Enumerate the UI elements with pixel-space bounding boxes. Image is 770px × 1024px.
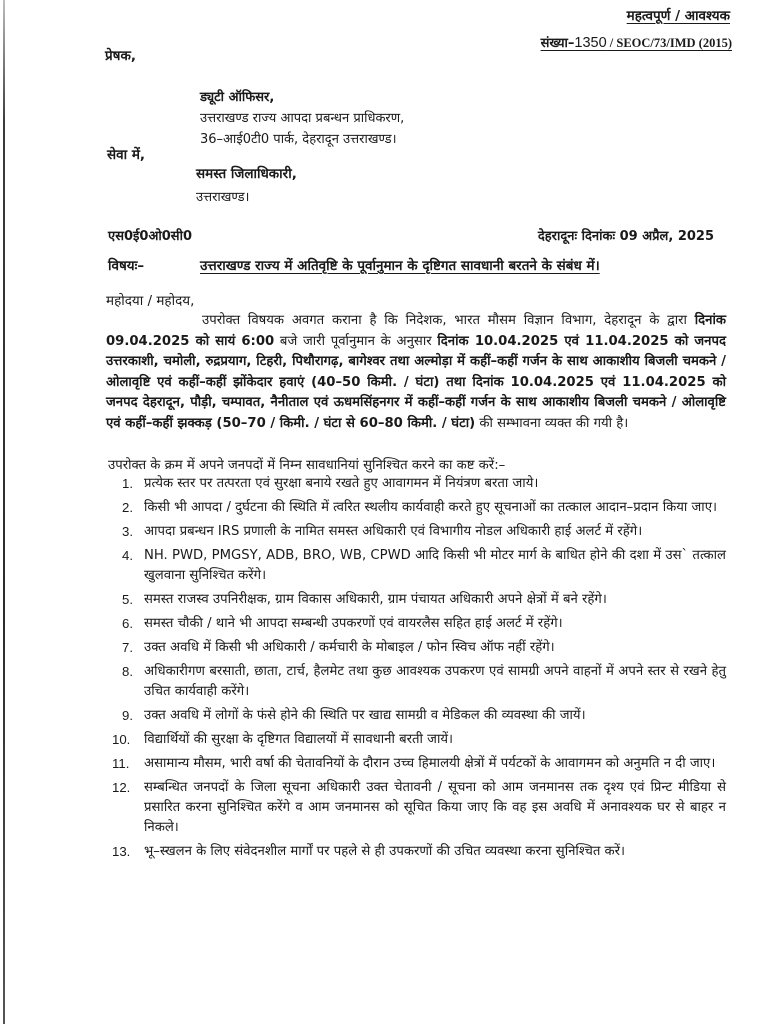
reference-prefix: संख्या–: [540, 36, 575, 51]
body-text-1: उपरोक्त विषयक अवगत कराना है कि निदेशक, भारत मौसम विज्ञान विभाग, देहरादून के द्वारा: [202, 313, 695, 328]
list-item-text: असामान्य मौसम, भारी वर्षा की चेतावनियों के दौरान उच्च हिमालयी क्षेत्रों में पर्यटकों के आवागमन को अनुमति न दी जाए।: [144, 756, 716, 771]
list-item-number: 3.: [122, 524, 133, 539]
subject-label: विषयः–: [108, 258, 145, 274]
body-bold-1: दिनांक 09.04.2025 को सायं 6:00: [106, 313, 726, 349]
sender-label: प्रेषक,: [105, 48, 136, 64]
reference-number: [541, 33, 732, 51]
list-item: [112, 778, 726, 838]
list-item: [122, 706, 726, 726]
list-intro: उपरोक्त के क्रम में अपने जनपदों में निम्न सावधानियां सुनिश्चित करने का कष्ट करें:–: [108, 458, 506, 473]
list-item-number: 12.: [112, 780, 131, 795]
list-item: [122, 498, 726, 518]
sender-address: 36–आई0टी0 पार्क, देहरादून उत्तराखण्ड।: [200, 132, 397, 147]
list-item-number: 11.: [112, 756, 130, 771]
reference-code: / SEOC/73/IMD (2015): [606, 36, 732, 50]
list-item-text: प्रत्येक स्तर पर तत्परता एवं सुरक्षा बनाये रखते हुए आवागमन में नियंत्रण बरता जाये।: [144, 476, 539, 491]
list-item-text: उक्त अवधि में लोगों के फंसे होने की स्थिति पर खाद्य सामग्री व मेडिकल की व्यवस्था की जायें।: [144, 708, 586, 723]
office-code: एस0ई0ओ0सी0: [108, 229, 192, 244]
list-item: [122, 546, 726, 586]
list-item-text: अधिकारीगण बरसाती, छाता, टार्च, हैलमेट तथा कुछ आवश्यक उपकरण एवं सामग्री अपने वाहनों में अपने स्तर से रखने हेतु उचित कार्यवाही करेंगे।: [144, 664, 726, 699]
list-item-number: 5.: [122, 592, 133, 607]
body-text-3: की सम्भावना व्यक्त की गयी है।: [475, 415, 629, 431]
list-item-number: 7.: [122, 640, 133, 655]
list-item: [112, 730, 726, 750]
list-item-number: 4.: [122, 548, 133, 563]
body-bold-2: दिनांक 10.04.2025 एवं 11.04.2025 को जनपद उत्तरकाशी, चमोली, रुद्रप्रयाग, टिहरी, पिथौरागढ़, बागेश्वर तथा अल्मोड़ा में कहीं–कहीं गर्जन के साथ आकाशीय बिजली चमकने / ओलावृष्टि एवं कहीं–कहीं झोंकेदार हवाएं (40–50 किमी. / घंटा) तथा दिनांक 10.04.2025 एवं 11.04.2025 को जनपद देहरादून, पौड़ी, चम्पावत, नैनीताल एवं ऊधमसिंहनगर में कहीं–कहीं गर्जन के साथ आकाशीय बिजली चमकने / ओलावृष्टि एवं कहीं–कहीं झक्कड़ (50–70 / किमी. / घंटा से 60–80 किमी. / घंटा): [106, 333, 726, 431]
list-item: [112, 754, 726, 774]
priority-label: महत्वपूर्ण / आवश्यक: [626, 8, 730, 24]
list-item-number: 6.: [122, 616, 133, 631]
list-item: [122, 590, 726, 610]
list-item-text: समस्त राजस्व उपनिरीक्षक, ग्राम विकास अधिकारी, ग्राम पंचायत अधिकारी अपने क्षेत्रों में बने रहेंगे।: [144, 592, 607, 607]
list-item-number: 8.: [122, 664, 133, 679]
list-item-text: किसी भी आपदा / दुर्घटना की स्थिति में त्वरित स्थलीय कार्यवाही करते हुए सूचनाओं का तत्काल आदान–प्रदान किया जाए।: [144, 500, 717, 515]
list-item: [112, 842, 726, 862]
list-item-text: सम्बन्धित जनपदों के जिला सूचना अधिकारी उक्त चेतावनी / सूचना को आम जनमानस तक दृश्य एवं प्रिन्ट मीडिया से प्रसारित करना सुनिश्चित करेंगे व आम जनमानस को सूचित किया जाए कि वह इस अवधि में अनावश्यक घर से बाहर न निकले।: [144, 780, 726, 835]
list-item-number: 13.: [112, 844, 131, 859]
list-item-number: 1.: [122, 476, 133, 491]
list-item-text: उक्त अवधि में किसी भी अधिकारी / कर्मचारी के मोबाइल / फोन स्विच ऑफ नहीं रहेंगे।: [144, 640, 555, 655]
recipient-label: सेवा में,: [107, 147, 146, 163]
list-item: [122, 522, 726, 542]
list-item-text: विद्यार्थियों की सुरक्षा के दृष्टिगत विद्यालयों में सावधानी बरती जायें।: [144, 732, 454, 747]
list-item-text: NH. PWD, PMGSY, ADB, BRO, WB, CPWD आदि किसी भी मोटर मार्ग के बाधित होने की दशा में उस` तत्काल खुलवाना सुनिश्चित करेंगे।: [144, 548, 726, 583]
date-line: देहरादूनः दिनांकः 09 अप्रैल, 2025: [537, 229, 714, 244]
list-item: [122, 474, 726, 494]
body-text-2: बजे जारी पूर्वानुमान के अनुसार: [274, 333, 438, 349]
precautions-list: [112, 474, 726, 866]
list-item: [122, 662, 726, 702]
recipient-title: समस्त जिलाधिकारी,: [196, 166, 297, 182]
recipient-block: [196, 163, 297, 209]
list-item-number: 9.: [122, 708, 133, 723]
list-item-number: 2.: [122, 500, 133, 515]
list-item-text: भू–स्खलन के लिए संवेदनशील मार्गों पर पहले से ही उपकरणों की उचित व्यवस्था करना सुनिश्चित करें।: [144, 844, 626, 859]
reference-number-value: 1350: [574, 35, 607, 51]
list-item-number: 10.: [112, 732, 131, 747]
salutation: महोदया / महोदय,: [106, 293, 195, 309]
sender-block: [200, 87, 404, 150]
body-paragraph: [106, 311, 726, 434]
list-item: [122, 638, 726, 658]
list-item-text: समस्त चौकी / थाने भी आपदा सम्बन्धी उपकरणों एवं वायरलैस सहित हाई अलर्ट में रहेंगे।: [144, 616, 563, 631]
recipient-state: उत्तराखण्ड।: [196, 190, 250, 205]
list-item-text: आपदा प्रबन्धन IRS प्रणाली के नामित समस्त अधिकारी एवं विभागीय नोडल अधिकारी हाई अलर्ट में रहेंगे।: [144, 524, 643, 539]
sender-organization: उत्तराखण्ड राज्य आपदा प्रबन्धन प्राधिकरण,: [200, 111, 405, 126]
subject-text: उत्तराखण्ड राज्य में अतिवृष्टि के पूर्वानुमान के दृष्टिगत सावधानी बरतने के संबंध में।: [200, 258, 600, 274]
sender-title: ड्यूटी ऑफिसर,: [200, 90, 275, 105]
list-item: [122, 614, 726, 634]
